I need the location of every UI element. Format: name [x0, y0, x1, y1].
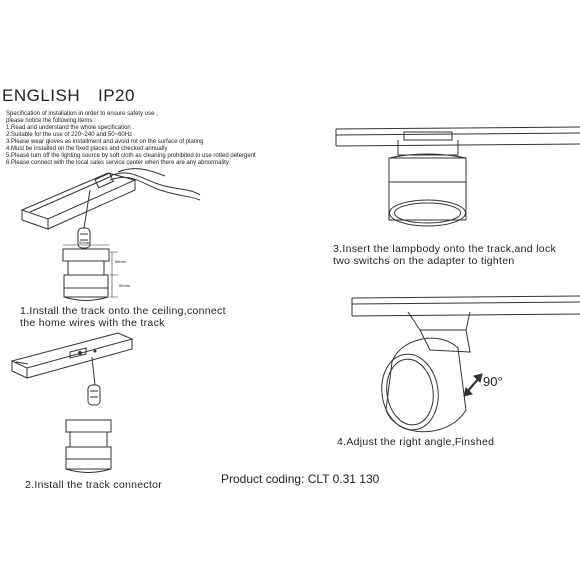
dimension-height-top-label: 88mm	[115, 259, 127, 264]
rule-2: 2.Suitable for the use of 220~240 and 50~60Hz	[6, 132, 133, 138]
step4-track	[352, 296, 580, 316]
step3-caption-line1: 3.Insert the lampbody onto the track,and lock	[333, 243, 557, 255]
step2-screwdriver	[88, 357, 100, 405]
intro-line-2: please notice the following items :	[6, 118, 96, 124]
step1-caption-line2: the home wires with the track	[20, 317, 165, 329]
intro-line-1: Specification of installation in order to ensure safety use ,	[6, 111, 158, 117]
rule-5: 5.Please turn off the lighting source by soft cloth as cleaning prohibited to use rotted detergent	[6, 153, 256, 159]
rule-3: 3.Please wear gloves as installment and avoid rot on the surface of plating	[6, 139, 204, 145]
step4-caption: 4.Adjust the right angle,Finshed	[337, 436, 495, 448]
step2-lamp-body	[66, 420, 111, 473]
rule-1: 1.Read and understand the whole specification .	[6, 125, 135, 131]
ip-rating-heading: IP20	[98, 86, 135, 105]
step1-caption-line1: 1.Install the track onto the ceiling,connect	[20, 305, 226, 317]
rotation-angle-label: 90°	[483, 374, 503, 389]
step2-track-connector	[12, 333, 132, 378]
step1-track-illustration	[22, 169, 200, 229]
rotation-arrow-icon	[464, 374, 482, 396]
language-heading: ENGLISH	[2, 86, 81, 105]
step3-caption-line2: two switchs on the adapter to tighten	[333, 255, 515, 267]
dimension-height-bottom-label: 55mm	[119, 283, 131, 288]
product-coding: Product coding: CLT 0.31 130	[221, 472, 380, 486]
rule-4: 4.Must be installed on the fixed places and checked annually	[6, 146, 168, 152]
step3-lamp-body	[389, 132, 466, 226]
step2-caption: 2.Install the track connector	[25, 479, 163, 491]
step4-lamp-body	[377, 312, 470, 434]
step1-lamp-body	[63, 245, 118, 301]
dimension-width-label: 50mm	[79, 240, 91, 245]
rule-6: 6.Please connect with the local sales service center when there are any abnormality	[6, 160, 229, 166]
